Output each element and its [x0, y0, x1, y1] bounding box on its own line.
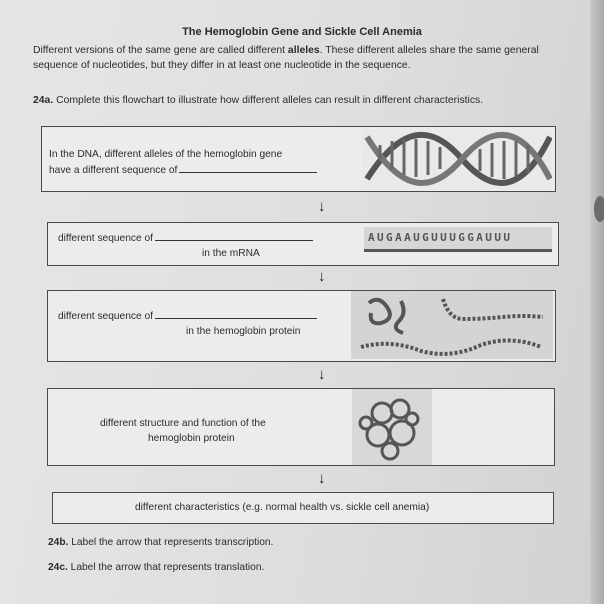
- box-structure-line1: different structure and function of the: [100, 418, 266, 429]
- answer-blank-protein[interactable]: [155, 308, 317, 319]
- question-text: Complete this flowchart to illustrate how different alleles can result in different characteristics.: [53, 95, 484, 106]
- box-dna-text: [49, 147, 317, 178]
- arrow-1[interactable]: ↓: [318, 198, 326, 215]
- question-24a: [33, 94, 533, 108]
- question-24c: [48, 562, 264, 573]
- page-title: The Hemoglobin Gene and Sickle Cell Anemia: [182, 26, 422, 38]
- intro-bold-term: alleles: [287, 45, 320, 56]
- arrow-3[interactable]: ↓: [318, 366, 326, 383]
- question-text: Label the arrow that represents translation.: [67, 562, 265, 573]
- flowchart-box-protein: [47, 290, 556, 362]
- box-structure-text: [100, 416, 266, 446]
- intro-paragraph: [33, 43, 558, 73]
- box-mrna-text: [58, 230, 313, 261]
- box-mrna-line2: in the mRNA: [202, 248, 260, 259]
- answer-blank-dna[interactable]: [179, 162, 317, 173]
- binder-hole: [594, 196, 604, 222]
- box-protein-line1: different sequence of: [58, 311, 153, 322]
- box-dna-line2: have a different sequence of: [49, 165, 178, 176]
- question-number: 24b.: [48, 537, 69, 548]
- arrow-4[interactable]: ↓: [318, 470, 326, 487]
- box-mrna-line1: different sequence of: [58, 233, 153, 244]
- box-characteristics-text: different characteristics (e.g. normal health vs. sickle cell anemia): [135, 502, 430, 513]
- flowchart-box-structure: [47, 388, 555, 466]
- flowchart-box-dna: [41, 126, 556, 192]
- dna-helix-image: [362, 129, 552, 189]
- answer-blank-mrna[interactable]: [155, 230, 313, 241]
- mrna-bases-label: AUGAAUGUUUGGAUUU: [368, 231, 513, 244]
- question-text: Label the arrow that represents transcription.: [68, 537, 274, 548]
- amino-acid-chain-image: [351, 291, 553, 359]
- box-protein-text: [58, 308, 317, 339]
- question-24b: [48, 537, 273, 548]
- page-edge-shadow: [590, 0, 604, 604]
- flowchart-box-characteristics: [52, 492, 554, 524]
- flowchart-box-mrna: [47, 222, 559, 266]
- intro-text: Different versions of the same gene are called different: [33, 45, 288, 56]
- intro-text-cont: . These different alleles share the same general sequence of nucleotides, but they differ in at least one nucleotide in the sequence.: [33, 45, 539, 71]
- arrow-2[interactable]: ↓: [318, 268, 326, 285]
- mrna-strand-image: [364, 227, 552, 252]
- hemoglobin-structure-image: [352, 389, 432, 465]
- question-number: 24a.: [33, 95, 54, 106]
- box-dna-line1: In the DNA, different alleles of the hemoglobin gene: [49, 149, 283, 160]
- box-structure-line2: hemoglobin protein: [148, 433, 235, 444]
- box-protein-line2: in the hemoglobin protein: [186, 326, 301, 337]
- question-number: 24c.: [48, 562, 68, 573]
